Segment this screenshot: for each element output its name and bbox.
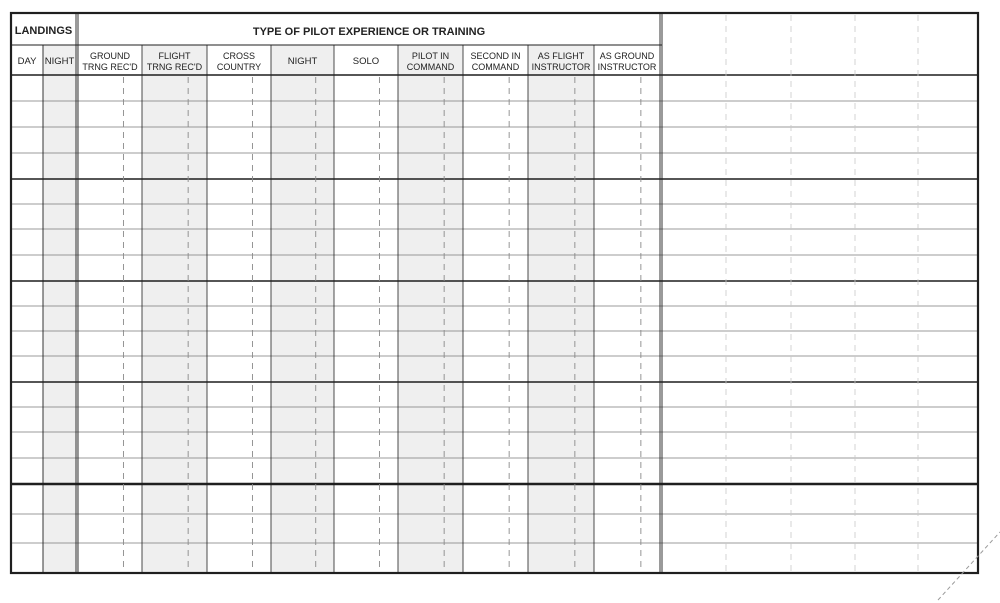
page-curl-line: [938, 532, 1000, 600]
col-header-solo: SOLO: [352, 56, 380, 67]
logbook-entry-row[interactable]: [11, 75, 662, 101]
total-row[interactable]: [11, 514, 662, 543]
logbook-entry-row[interactable]: [11, 432, 662, 458]
col-header-night: NIGHT: [44, 56, 75, 67]
experience-title: TYPE OF PILOT EXPERIENCE OR TRAINING: [252, 26, 486, 38]
col-header-as-flight-instructor: INSTRUCTOR: [531, 62, 591, 72]
col-header-as-flight-instructor: AS FLIGHT: [537, 51, 585, 61]
logbook-entry-row[interactable]: [11, 281, 662, 306]
col-header-flight-trng-recd: FLIGHT: [158, 51, 191, 61]
col-header-as-ground-instructor: AS GROUND: [599, 51, 655, 61]
total-row[interactable]: [11, 543, 662, 573]
logbook-entry-row[interactable]: [11, 331, 662, 356]
logbook-entry-row[interactable]: [11, 204, 662, 229]
logbook-entry-row[interactable]: [11, 306, 662, 331]
logbook-entry-row[interactable]: [11, 255, 662, 281]
logbook-entry-row[interactable]: [11, 127, 662, 153]
logbook-entry-row[interactable]: [11, 407, 662, 432]
logbook-entry-row[interactable]: [11, 356, 662, 382]
col-header-cross-country: COUNTRY: [216, 62, 262, 72]
logbook-entry-row[interactable]: [11, 101, 662, 127]
logbook-entry-row[interactable]: [11, 153, 662, 179]
logbook-entry-row[interactable]: [11, 382, 662, 407]
col-header-flight-trng-recd: TRNG REC'D: [146, 62, 203, 72]
logbook-entry-row[interactable]: [11, 179, 662, 204]
col-header-as-ground-instructor: INSTRUCTOR: [597, 62, 657, 72]
total-row[interactable]: [11, 484, 662, 514]
logbook-entry-row[interactable]: [11, 229, 662, 255]
col-header-second-in-command: COMMAND: [471, 62, 520, 72]
col-header-day: DAY: [17, 56, 37, 67]
col-header-pilot-in-command: PILOT IN: [411, 51, 450, 61]
col-header-ground-trng-recd: GROUND: [90, 51, 130, 61]
logbook-entry-row[interactable]: [11, 458, 662, 484]
col-header-ground-trng-recd: TRNG REC'D: [82, 62, 138, 72]
landings-title: LANDINGS: [14, 25, 73, 37]
col-header-cross-country: CROSS: [222, 51, 256, 61]
col-header-night: NIGHT: [287, 56, 318, 67]
col-header-pilot-in-command: COMMAND: [406, 62, 455, 72]
col-header-second-in-command: SECOND IN: [470, 51, 521, 61]
